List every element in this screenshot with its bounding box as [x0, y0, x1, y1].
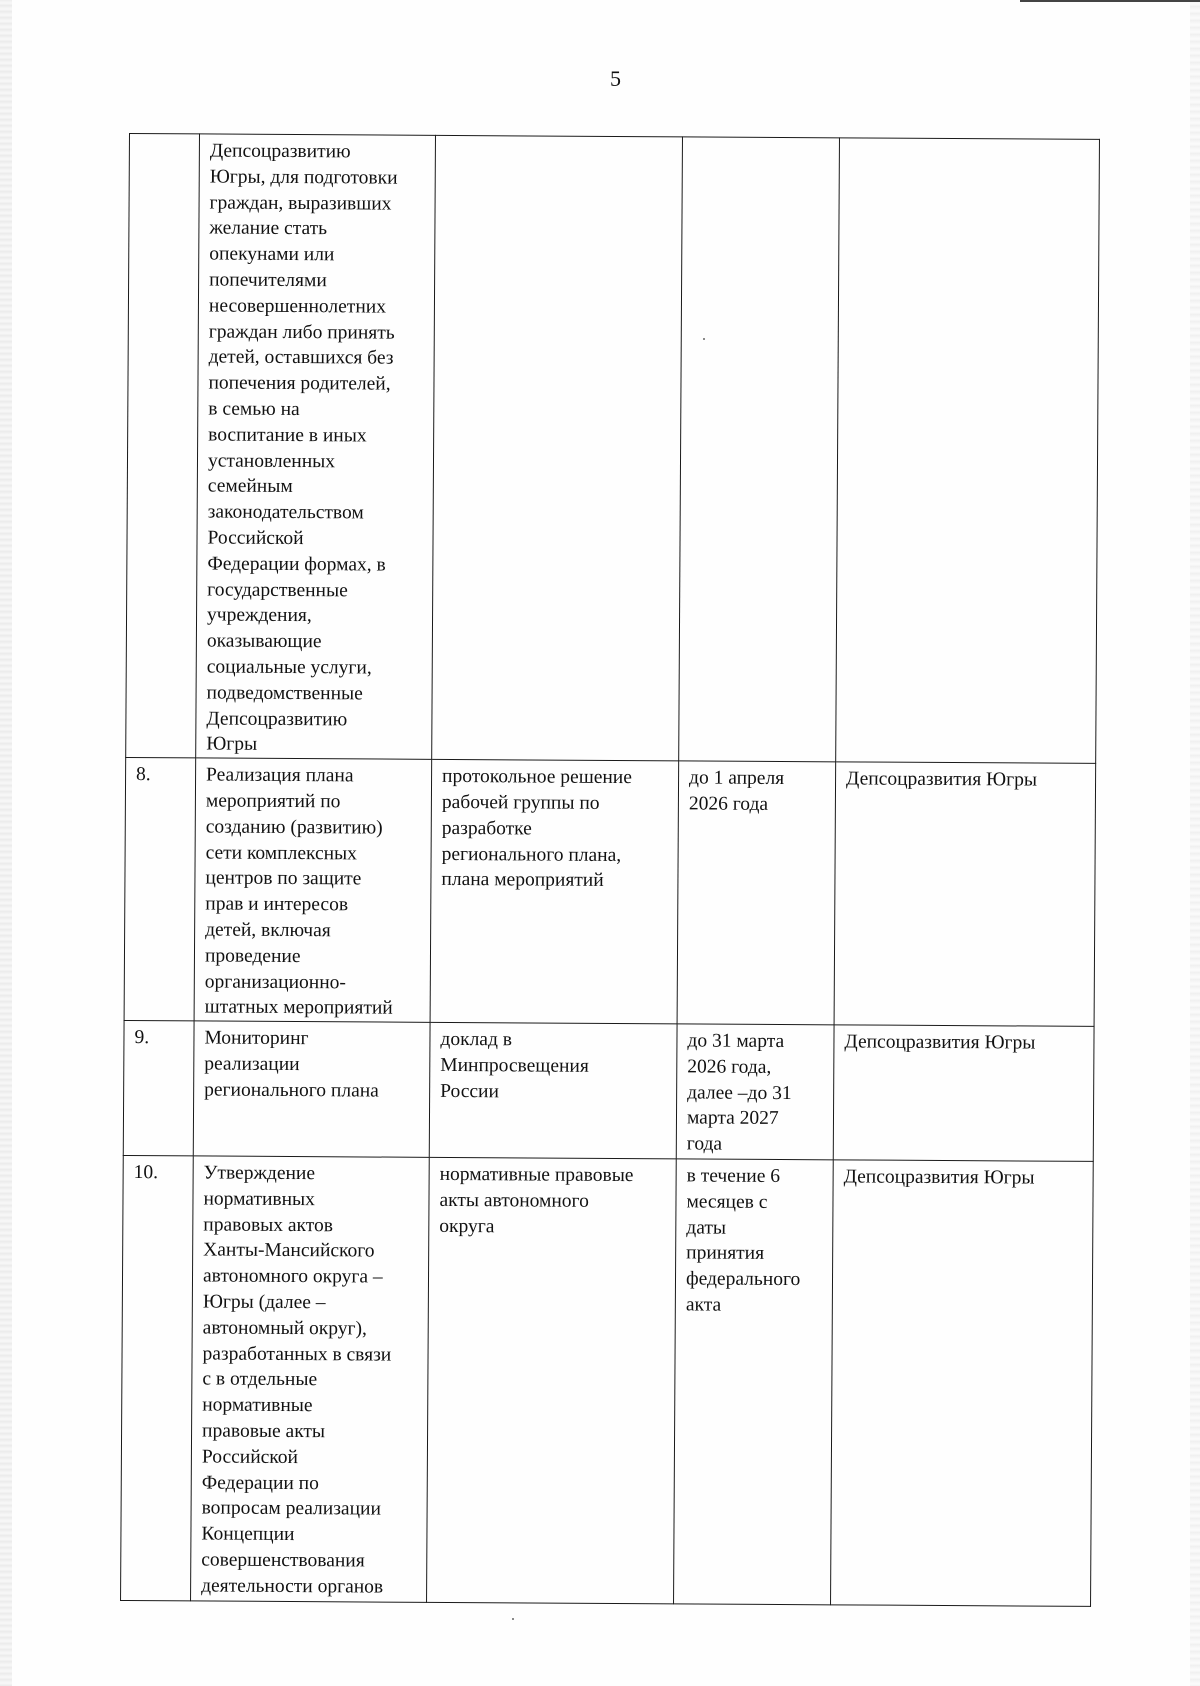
action-cell — [193, 1021, 430, 1157]
result-text: доклад в Минпросвещения России — [440, 1029, 589, 1102]
result-text — [446, 140, 676, 141]
row-number-cell — [123, 1021, 194, 1156]
action-text: Реализация плана мероприятий по созданию (развитию) сети комплексных центров по защите прав и интересов детей, включая проведение организационно- штатных мероприятий — [204, 764, 393, 1019]
action-cell — [196, 134, 436, 760]
table-row — [121, 1156, 1094, 1607]
row-number: 9. — [134, 1027, 150, 1049]
result-cell — [430, 759, 679, 1023]
responsible-text: Депсоцразвития Югры — [843, 1166, 1035, 1189]
term-text — [693, 141, 833, 142]
scan-edge-right — [1190, 0, 1200, 1686]
responsible-cell — [834, 762, 1096, 1027]
action-text: Мониторинг реализации регионального плана — [204, 1027, 379, 1102]
table-row — [126, 134, 1100, 764]
scan-speck — [703, 338, 705, 340]
result-cell — [432, 135, 683, 761]
action-text: Депсоцразвитию Югры, для подготовки граждан, выразивших желание стать опекунами или попечителями несовершеннолетних граждан либо принять детей, оставшихся без попечения родителей, в семью на воспитание в иных установленных семейным законодательством Российской Федерации формах, в государственные учреждения, оказывающие социальные услуги, подведомственные Депсоцразвитию Югры — [206, 140, 398, 756]
page-number: 5 — [610, 66, 621, 91]
measures-table — [120, 133, 1100, 1607]
term-cell — [677, 761, 836, 1025]
action-text: Утверждение нормативных правовых актов Ханты-Мансийского автономного округа – Югры (далее – автономный округ), разработанных в связи с в отдельные нормативные правовые акты Российской Федерации по вопросам реализации Концепции совершенствования деятельности органов — [201, 1162, 392, 1598]
result-cell — [429, 1022, 677, 1159]
term-text: в течение 6 месяцев с даты принятия федерального акта — [685, 1165, 801, 1316]
term-cell — [674, 1159, 834, 1605]
responsible-text — [850, 142, 1093, 143]
term-text: до 1 апреля 2026 года — [688, 767, 785, 815]
responsible-cell — [831, 1160, 1094, 1607]
responsible-cell — [833, 1025, 1094, 1162]
scan-edge-left — [0, 0, 12, 1686]
table-row — [124, 758, 1096, 1027]
result-cell — [427, 1157, 677, 1604]
term-cell — [679, 137, 840, 762]
action-cell — [191, 1156, 430, 1602]
action-cell — [194, 758, 432, 1022]
term-cell — [676, 1024, 834, 1160]
responsible-cell — [836, 138, 1100, 764]
result-text: нормативные правовые акты автономного округа — [439, 1164, 634, 1237]
term-text: до 31 марта 2026 года, далее –до 31 марта 2027 года — [686, 1030, 792, 1155]
row-number: 8. — [136, 764, 151, 786]
responsible-text: Депсоцразвития Югры — [844, 1031, 1036, 1054]
table-row — [123, 1021, 1094, 1162]
scan-speck — [512, 1618, 514, 1620]
responsible-text: Депсоцразвития Югры — [846, 768, 1038, 791]
row-number-cell — [126, 134, 200, 759]
result-text: протокольное решение рабочей группы по разработке регионального плана, плана мероприятий — [441, 766, 632, 892]
row-number-cell — [124, 758, 196, 1021]
row-number-cell — [121, 1156, 194, 1601]
scan-top-line — [1020, 0, 1200, 2]
row-number: 10. — [133, 1162, 159, 1184]
